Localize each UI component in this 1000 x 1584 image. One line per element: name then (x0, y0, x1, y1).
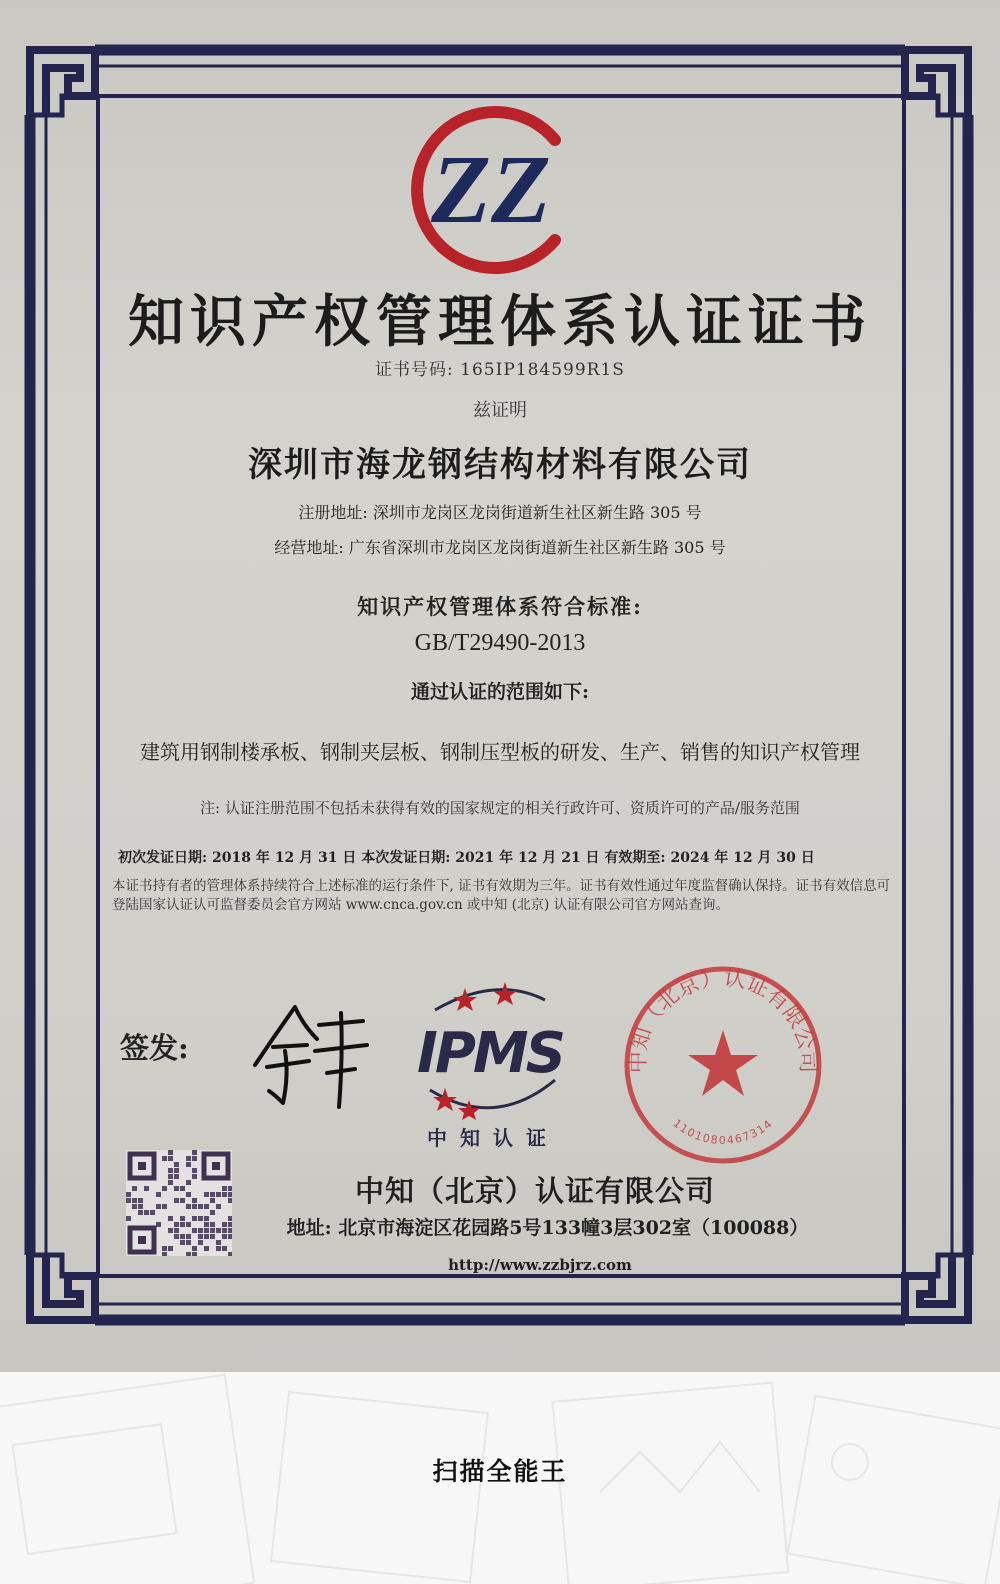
zz-logo (405, 100, 575, 280)
issue-dates: 初次发证日期: 2018 年 12 月 31 日 本次发证日期: 2021 年 12 月 21 日 有效期至: 2024 年 12 月 30 日 (118, 850, 815, 866)
ipms-text: IPMS (417, 1021, 563, 1086)
standard-value: GB/T29490-2013 (414, 630, 586, 656)
seal-number: 1101080467314 (670, 1116, 776, 1148)
svg-text:1101080467314 (671, 1117, 776, 1147)
validity-statement: 本证书持有者的管理体系持续符合上述标准的运行条件下, 证书有效期为三年。证书有效性通过年度监督确认保持。证书有效信息可登陆国家认证认可监督委员会官方网站 www.cnca.gov.cn 或中知 (北京) 认证有限公司官方网站查询。 (112, 878, 891, 913)
ipms-logo (405, 980, 585, 1120)
registered-address: 注册地址: 深圳市龙岗区龙岗街道新生社区新生路 305 号 (298, 503, 702, 522)
standard-label: 知识产权管理体系符合标准: (357, 594, 643, 619)
app-name: 扫描全能王 (432, 1457, 568, 1486)
hereby-certify: 兹证明 (473, 400, 527, 421)
scope-label: 通过认证的范围如下: (410, 681, 589, 703)
scope-note: 注: 认证注册范围不包括未获得有效的国家规定的相关行政许可、资质许可的产品/服务范围 (200, 799, 800, 817)
logo-text: ZZ (431, 136, 551, 244)
issuer-address: 地址: 北京市海淀区花园路5号133幢3层302室（100088） (286, 1217, 809, 1239)
issuer-website: http://www.zzbjrz.com (448, 1256, 632, 1274)
certificate-title: 知识产权管理体系认证证书 (128, 289, 872, 355)
company-name: 深圳市海龙钢结构材料有限公司 (248, 445, 752, 485)
official-seal (618, 960, 828, 1170)
issuer-name: 中知（北京）认证有限公司 (354, 1174, 715, 1208)
operating-address: 经营地址: 广东省深圳市龙岗区龙岗街道新生社区新生路 305 号 (274, 538, 726, 557)
certification-scope: 建筑用钢制楼承板、钢制夹层板、钢制压型板的研发、生产、销售的知识产权管理 (140, 740, 860, 764)
sign-label: 签发: (120, 1031, 189, 1065)
certificate-number: 证书号码: 165IP184599R1S (375, 360, 625, 380)
seal-text: 中知（北京）认证有限公司 (625, 965, 821, 1074)
handwritten-signature (245, 995, 375, 1115)
ipms-chinese-label: 中知认证 (427, 1126, 559, 1150)
